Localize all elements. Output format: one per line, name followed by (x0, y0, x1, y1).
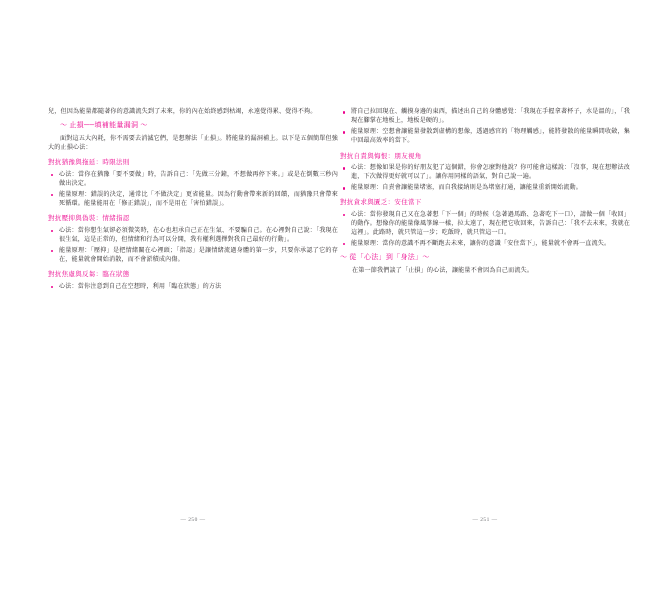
bullet-list-abide-in-present (340, 211, 630, 250)
bullet-dot-icon (51, 286, 54, 289)
bullet-dot-icon (343, 111, 346, 114)
list-item-text: 心法：當你在猶豫「要不要做」時，告訴自己：「先做三分鐘，不想做再停下來。」或是在倒數三秒內做出決定。 (59, 171, 338, 187)
bullet-list-friend-perspective (340, 164, 630, 193)
list-item (340, 211, 630, 239)
bullet-list-presence-state (48, 283, 338, 292)
bullet-dot-icon (343, 243, 346, 246)
bullet-dot-icon (343, 167, 346, 170)
left-page (48, 108, 338, 488)
bullet-dot-icon (51, 250, 54, 253)
list-item (48, 171, 338, 190)
list-item (48, 283, 338, 292)
subheading-time-limit-rule: 對抗猶豫與拖延：時限法則 (48, 159, 130, 167)
bullet-list-presence-state-continued (340, 108, 630, 147)
list-item-text: 心法：當你發現自己又在急著想「下一個」的時候（急著過馬路、急著吃下一口），請做一個「收回」的動作。想像你的能量像風箏線一樣，拉太遠了，現在把它收回來，告訴自己：「我不去未來，我就在這裡」。此路時，就只管這一步；吃飯時，就只管這一口。 (351, 211, 630, 236)
bullet-dot-icon (51, 230, 54, 233)
bullet-list-emotion-identification (48, 227, 338, 266)
subheading-abide-in-present: 對抗貪求與匱乏：安住當下 (340, 199, 422, 207)
list-item (48, 247, 338, 266)
bullet-dot-icon (51, 194, 54, 197)
list-item-text: 將自己拉回現在、觸摸身邊的東西，描述出自己的身體感覺：「我現在手握拿著杯子，水是溫的」，「我現在腳掌在地板上，地板是硬的」。 (351, 109, 630, 125)
list-item-text: 能量原理：錯誤的決定，通常比「不做決定」更省能量。因為行動會帶來新的回饋，而猶豫只會帶來死循環。能量能用在「修正錯誤」，而不是用在「害怕錯誤」。 (59, 191, 338, 207)
list-item (340, 240, 630, 249)
bullet-dot-icon (343, 187, 346, 190)
section-heading-mind-to-body: ～ 從「心法」到「身法」～ (340, 253, 430, 261)
list-item (340, 184, 630, 193)
list-item-text: 能量原理：空想會讓能量發散到虛構的想像，透過感官的「物理觸感」，能將發散的能量瞬間收斂，集中回最高效率的當下。 (351, 129, 630, 145)
subheading-emotion-identification: 對抗壓抑與偽裝：情緒指認 (48, 215, 130, 223)
bullet-list-time-limit-rule (48, 171, 338, 210)
bullet-dot-icon (343, 214, 346, 217)
list-item-text: 能量原理：「壓抑」是把情緒關在心裡頭；「指認」是讓情緒流過身體的第一步，只要你承認了它的存在，能量就會開始消散，而不會淤積成內傷。 (59, 247, 338, 263)
list-item-text: 心法：當你想生氣卻必須微笑時，在心也坦承自己正在生氣、不要騙自己。在心裡對自己說：「我現在很生氣，這是正常的，但情緒和行為可以分開，我有權利選擇對我自己最好的行動」。 (59, 227, 338, 243)
closing-paragraph: 在第一節我們談了「止損」的心法，讓能量不會因為自己而流失。 (352, 267, 534, 274)
bullet-dot-icon (343, 131, 346, 134)
section-intro-paragraph: 面對這五大內耗，你不需要去消滅它們，是想辦法「止損」。將能量的漏洞補上。以下是五個簡單但強大的止損心法： (48, 135, 338, 152)
bullet-dot-icon (51, 174, 54, 177)
list-item (340, 108, 630, 127)
list-item-text: 能量原理：當你的意識不再不斷跑去未來，讓你的意識「安住當下」，能量就不會再一直流失。 (351, 240, 611, 247)
section-heading-stop-loss: ～ 止損──填補能量漏洞 ～ (60, 121, 148, 130)
subheading-presence-state: 對抗焦慮與反芻：臨在狀態 (48, 271, 130, 279)
list-item (340, 128, 630, 147)
list-item-text: 心法：當你注意到自己在空想時，利用「臨在狀態」的方法 (59, 283, 222, 290)
folio-left: — 250 — (180, 517, 206, 523)
list-item (48, 191, 338, 210)
list-item (340, 164, 630, 183)
subheading-friend-perspective: 對抗自責與悔恨：朋友視角 (340, 152, 422, 160)
list-item-text: 能量原理：自責會讓能量堵塞，而自我接納則是為堵塞打通，讓能量重新開始流動。 (351, 184, 583, 191)
left-opening-paragraph: 兒，但因為能量都隨著你的意識流失到了未來，你的內在始終感到枯竭，永遠覺得累、覺得不夠。 (48, 109, 317, 115)
folio-right: — 251 — (472, 517, 498, 523)
list-item (48, 227, 338, 246)
right-page (340, 108, 630, 488)
list-item-text: 心法：想像如果是你的好朋友犯了這個錯，你會怎麼對他說？你可能會這樣說：「沒事，現在想辦法改進，下次做得更好就可以了」。讓你用同樣的語氣，對自己說一遍。 (351, 164, 630, 181)
